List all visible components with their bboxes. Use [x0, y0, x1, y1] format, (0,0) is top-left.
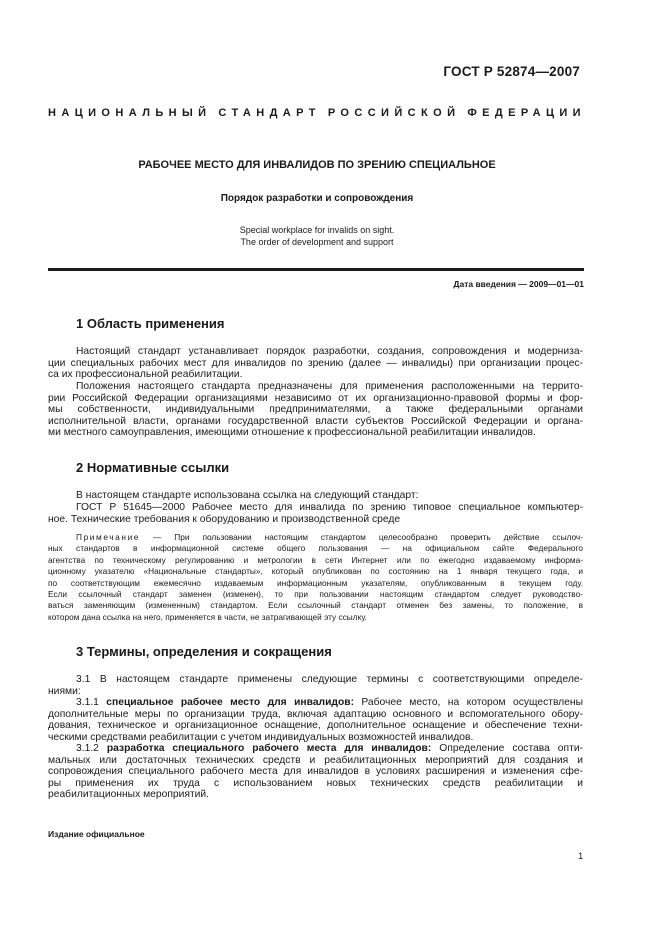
section-2-heading: 2 Нормативные ссылки: [76, 460, 230, 475]
text-line: дования, техническое и организационное оснащение, дополнительное оснащение и обеспечение техни-: [48, 720, 583, 731]
national-standard-banner: [48, 107, 586, 119]
term-3-1-2-definition-start: Определение состава опти-: [431, 743, 584, 754]
text-line: ционному указателю «Национальные стандарты», который опубликован по состоянию на 1 января текущего года, и: [48, 566, 583, 577]
text-line: ГОСТ Р 51645—2000 Рабочее место для инвалида по зрению типовое специальное компьютер-: [76, 502, 583, 513]
standard-title: РАБОЧЕЕ МЕСТО ДЛЯ ИНВАЛИДОВ ПО ЗРЕНИЮ СПЕЦИАЛЬНОЕ: [138, 159, 496, 171]
note-label: Примечание: [76, 532, 141, 542]
term-3-1-1-term: специальное рабочее место для инвалидов:: [106, 697, 355, 708]
term-3-1-1: [48, 697, 583, 743]
text-line: Настоящий стандарт устанавливает порядок разработки, создания, сопровождения и модерниза-: [76, 346, 583, 357]
text-line: ческими средствами реабилитации с учетом индивидуальных возможностей инвалидов.: [48, 731, 474, 743]
text-line: Положения настоящего стандарта предназначены для применения расположенными на террито-: [76, 381, 583, 392]
term-3-1-1-number: 3.1.1: [76, 697, 107, 708]
text-line: мальных или достаточных технических средств и реабилитационных мероприятий для создания и: [48, 754, 583, 766]
text-line: по соответствующим ежемесячно издаваемым информационным указателям, опубликованным в текущем году.: [48, 577, 583, 588]
national-banner-word: НАЦИОНАЛЬНЫЙ: [48, 107, 212, 119]
national-banner-word: РОССИЙСКОЙ: [327, 107, 461, 119]
text-line: ниями:: [48, 685, 81, 697]
text-line: ми местного самоуправления, имеющими отношение к профессиональной реабилитации инвалидов.: [48, 427, 536, 438]
text-line: котором дана ссылка на него, применяется в части, не затрагивающей эту ссылку.: [48, 611, 367, 622]
english-title-line-1: Special workplace for invalids on sight.: [239, 225, 395, 235]
english-title-line-2: The order of development and support: [240, 237, 394, 247]
national-banner-word: СТАНДАРТ: [218, 107, 321, 119]
standard-subtitle: Порядок разработки и сопровождения: [220, 193, 414, 204]
term-3-1-2: [48, 743, 583, 801]
section-1-paragraph-1: [48, 346, 583, 381]
term-3-1-1-definition: [48, 709, 583, 744]
section-1-paragraph-2: [48, 381, 583, 439]
section-1-heading: 1 Область применения: [76, 316, 225, 331]
text-line: мы собственности, индивидуальными предпринимателями, а также федеральными органами: [48, 404, 583, 415]
section-2-paragraph-1: [48, 490, 583, 502]
note-first-line: [48, 532, 583, 543]
text-line: ных стандартов в информационной системе общего пользования — на официальном сайте Федерального: [48, 543, 583, 554]
official-edition-label: Издание официальное: [48, 829, 145, 839]
text-line: дополнительные меры по организации труда, включая адаптацию основного и вспомогательного обору-: [48, 708, 583, 720]
document-code: ГОСТ Р 52874—2007: [443, 64, 580, 79]
text-line: исполнительной власти, органами государственной власти субъектов Российской Федерации и органа-: [48, 415, 583, 427]
text-line: сопровождения специального рабочего места для инвалидов в условиях расширения и изменения сфе-: [48, 766, 583, 777]
text-line: агентства по техническому регулированию и метрологии в сети Интернет или по ежегодно издаваемому информа-: [48, 554, 583, 565]
term-3-1-1-definition-start: Рабочее место, на котором осуществлены: [354, 697, 583, 708]
section-2-reference: [48, 502, 583, 525]
term-3-1-1-first-line: [48, 697, 583, 709]
section-3-paragraph-3-1: [48, 674, 583, 697]
text-line: ное. Технические требования к оборудованию и производственной среде: [48, 513, 401, 525]
section-3-heading: 3 Термины, определения и сокращения: [76, 644, 332, 659]
text-line: 3.1 В настоящем стандарте применены следующие термины с соответствующими определе-: [76, 674, 583, 685]
text-line: са их профессиональной реабилитации.: [48, 369, 243, 380]
term-3-1-2-first-line: [48, 743, 583, 755]
text-line: ции специальных рабочих мест для инвалидов по зрению (далее — инвалиды) при организации процес-: [48, 357, 583, 369]
note-first-text: — При пользовании настоящим стандартом целесообразно проверить действие ссылоч-: [140, 532, 583, 542]
introduction-date: Дата введения — 2009—01—01: [453, 279, 584, 289]
term-3-1-2-term: разработка специального рабочего места для инвалидов:: [106, 743, 432, 754]
text-line: ры применения их труда с использованием новых технических средств реабилитации и: [48, 777, 583, 789]
section-2-intro-line: В настоящем стандарте использована ссылка на следующий стандарт:: [76, 490, 419, 501]
text-line: ваться заменяющим (измененным) стандартом. Если ссылочный стандарт отменен без замены, то положение, в: [48, 600, 583, 611]
term-3-1-2-number: 3.1.2: [76, 743, 107, 754]
text-line: Если ссылочный стандарт заменен (изменен), то при пользовании настоящим стандартом следует руководство-: [48, 589, 583, 600]
note-body: [48, 543, 583, 623]
national-banner-word: ФЕДЕРАЦИИ: [467, 107, 586, 119]
text-line: рии Российской Федерации организациями независимо от их организационно-правовой формы и фор-: [48, 392, 583, 404]
title-divider: [48, 268, 584, 271]
term-3-1-2-definition: [48, 755, 583, 801]
page-number: 1: [578, 851, 584, 862]
text-line: реабилитационных мероприятий.: [48, 789, 210, 800]
section-2-note: [48, 532, 583, 623]
